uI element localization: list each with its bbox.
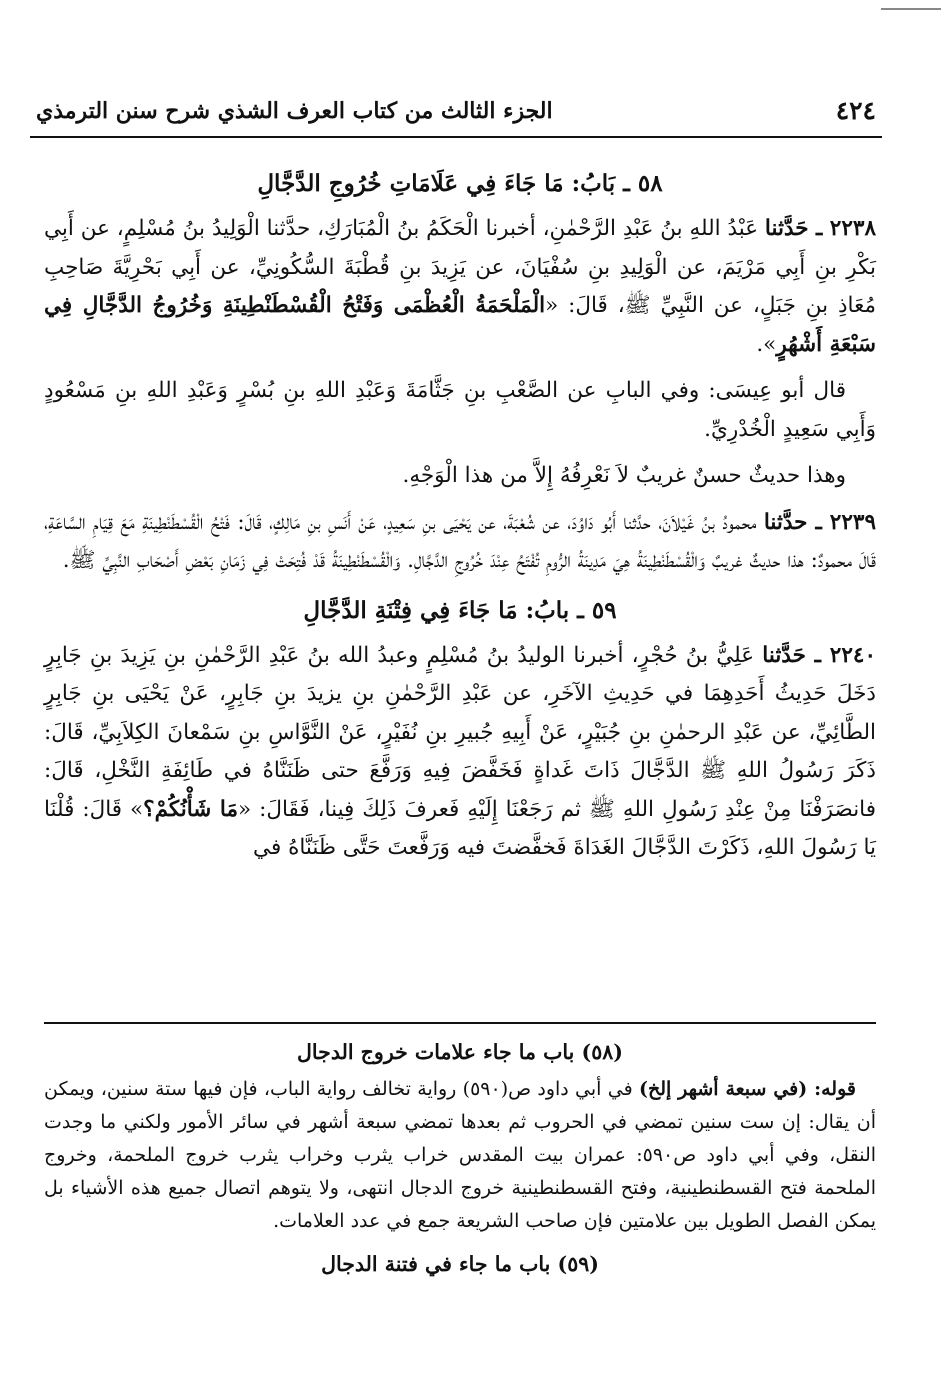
- hadith-2240: [44, 637, 876, 868]
- chapter-58-title: ٥٨ ـ بَابُ: مَا جَاءَ فِي عَلَامَاتِ خُرُوجِ الدَّجَّالِ: [257, 170, 663, 197]
- commentary-title-58: (٥٨) باب ما جاء علامات خروج الدجال: [297, 1040, 623, 1064]
- commentary-section: [44, 1036, 876, 1285]
- page-header: [30, 92, 882, 138]
- scan-edge-mark: [881, 0, 941, 10]
- hadith-2239: [44, 504, 876, 581]
- chapter-59-title: ٥٩ ـ بابُ: مَا جَاءَ فِي فِتْنَةِ الدَّجَّالِ: [303, 596, 617, 624]
- hadith-2238-end: ».: [756, 331, 777, 357]
- hadith-2239-text: محمودُ بنُ غَيْلاَنَ، حدَّثنا أَبُو دَاوُدَ، عن شُعْبَةَ، عن يَحْيَى بنِ سَعِيدٍ، عَنْ أَنَسِ بنِ مَالِكٍ، قَالَ: فَتْحُ الْقُسْطَنْطِينَةِ مَعَ قِيَامِ السَّاعَةِ، قَالَ محمودٌ: هذا حديثٌ غريبٌ وَالْقُسْطَنْطِينَةُ هِيَ مَدِينَةُ الرُّومِ تُفْتَحُ عِنْدَ خُرُوجِ الدَّجَّالِ. وَالْقُسْطَنْطِينَةُ قَدْ فُتِحَتْ فِي زَمَانِ بَعْضِ أَصْحَابِ النَّبِيِّ ﷺ.: [44, 509, 876, 573]
- hadith-2240-end: » قَالَ: قُلْنَا يَا رَسُولَ اللهِ، ذَكَرْتَ الدَّجَّالَ الغَدَاةَ فَخفَّضتَ فيه وَرَفَّعتَ حَتَّى ظَنَنَّاهُ في: [44, 796, 876, 860]
- commentary-paragraph: [44, 1073, 876, 1238]
- page-number: ٤٢٤: [835, 96, 876, 125]
- hadith-2238-text: عَبْدُ اللهِ بنُ عَبْدِ الرَّحْمٰنِ، أخبرنا الْحَكَمُ بنُ الْمُبَارَكِ، حدَّثنا الْوَلِيدُ بنُ مُسْلِمٍ، عن أَبِي بَكْرِ بنِ أَبِي مَرْيَمَ، عن الْوَلِيدِ بنِ سُفْيَانَ، عن يَزِيدَ بنِ قُطْبَةَ السُّكُونِيِّ، عن أَبِي بَحْرِيَّةَ صَاحِبِ مُعَاذِ بنِ جَبَلٍ، عن النَّبِيِّ ﷺ، قَالَ: «: [44, 216, 876, 318]
- footnote-divider: [44, 1022, 876, 1024]
- hadith-2240-number: ٢٢٤٠ ـ حَدَّثنا: [762, 642, 876, 668]
- hadith-2238-note-2: وهذا حديثٌ حسنٌ غريبٌ لاَ نَعْرِفُهُ إِلاَّ من هذا الْوَجْهِ.: [402, 463, 846, 488]
- hadith-2240-text: عَلِيُّ بنُ حُجْرٍ، أخبرنا الوليدُ بنُ مُسْلِمٍ وعبدُ الله بنُ عَبْدِ الرَّحْمٰنِ بنِ يَزِيدَ بنِ جَابِرٍ دَخَلَ حَدِيثُ أَحَدِهِمَا في حَدِيثِ الآخَرِ، عن عَبْدِ الرَّحْمٰنِ بنِ يزيدَ بنِ جَابِرٍ، عَنْ يَحْيَى بنِ جَابِرٍ الطَّائِيِّ، عن عَبْدِ الرحمٰنِ بنِ جُبَيْرٍ، عَنْ أَبِيهِ جُبيرِ بنِ نُفَيْرٍ، عَنْ النَّوَّاسِ بنِ سَمْعانَ الكِلاَبِيِّ، قَالَ: ذَكَرَ رَسُولُ اللهِ ﷺ الدَّجَّالَ ذَاتَ غَداةٍ فَخَفَّضَ فِيهِ وَرَفَّعَ حتى ظَنَنَّاهُ في طَائِفَةِ النَّخْلِ، قَالَ: فانصَرَفْنَا مِنْ عِنْدِ رَسُولِ اللهِ ﷺ ثم رَجَعْنَا إِلَيْهِ فَعرفَ ذَلِكَ فِينا، فَقَالَ: «: [44, 642, 877, 822]
- commentary-text: في أبي داود ص(٥٩٠) رواية تخالف رواية الباب، فإن فيها ستة سنين، ويمكن أن يقال: إن ست سنين تمضي في الحروب ثم بعدها تمضي سبعة أشهر في سائر الأمور ولكني ما وجدت النقل، وفي أبي داود ص٥٩٠: عمران بيت المقدس خراب يثرب وخراب يثرب خروج الملحمة، وخروج الملحمة فتح القسطنطينية، وفتح القسطنطينية خروج الدجال انتهى، ولا يتوهم اتصال جميع هذه الأشياء بل يمكن الفصل الطويل بين علامتين فإن صاحب الشريعة جمع في عدد العلامات.: [44, 1078, 877, 1232]
- hadith-2239-number: ٢٢٣٩ ـ حدَّثنا: [763, 509, 876, 535]
- hadith-2240-quote: مَا شَأْنُكُمْ؟: [143, 796, 238, 822]
- hadith-2238: [44, 210, 876, 364]
- commentary-lead: قوله: (في سبعة أشهر إلخ): [638, 1078, 856, 1100]
- running-title: الجزء الثالث من كتاب العرف الشذي شرح سنن الترمذي: [36, 98, 553, 124]
- main-text: [44, 160, 876, 876]
- hadith-2238-number: ٢٢٣٨ ـ حَدَّثنا: [764, 216, 876, 241]
- hadith-2238-note-1: قال أبو عِيسَى: وفي البابِ عن الصَّعْبِ بنِ جَثَّامَةَ وَعَبْدِ اللهِ بنِ بُسْرٍ وَعَبْدِ اللهِ بنِ مَسْعُودٍ وَأَبِي سَعِيدٍ الْخُدْرِيِّ.: [44, 378, 876, 442]
- commentary-title-59: (٥٩) باب ما جاء في فتنة الدجال: [321, 1252, 599, 1276]
- hadith-2238-quote: الْمَلْحَمَةُ الْعُظْمَى وَفَتْحُ الْقُسْطَنْطِينَةِ وَخُرُوجُ الدَّجَّالِ فِي سَبْعَةِ أَشْهُرٍ: [44, 293, 876, 357]
